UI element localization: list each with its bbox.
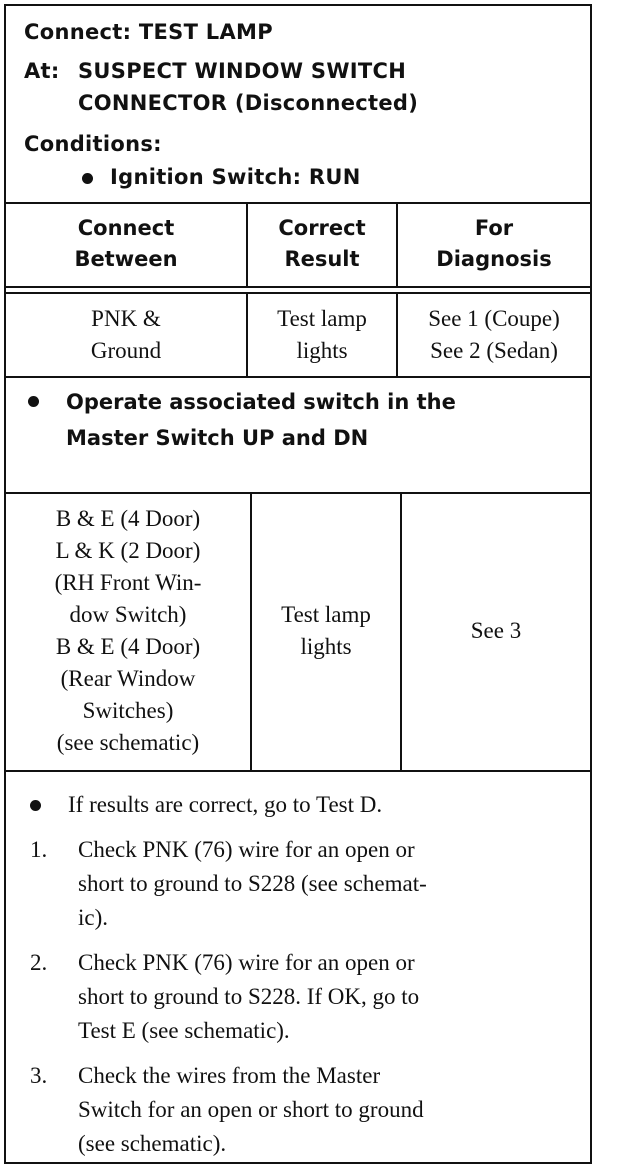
row2-connect-line4: dow Switch) [69,602,187,627]
row2-connect-line2: L & K (2 Door) [55,538,201,563]
row2-connect-line8: (see schematic) [56,730,200,755]
header-result-line1: Correct [278,216,366,240]
note-1-line2: short to ground to S228 (see schemat- [78,871,427,896]
row2-result-line1: Test lamp [281,602,371,627]
connect-label: Connect: TEST LAMP [24,20,273,44]
row2-connect-line6: (Rear Window [60,666,196,691]
header-diagnosis-line1: For [474,216,514,240]
header-diagnosis-line2: Diagnosis [436,247,552,271]
row1-result [248,294,396,376]
note-1-number: 1. [30,837,48,862]
at-label: At: [24,59,60,83]
at-line-1: SUSPECT WINDOW SWITCH [78,59,407,83]
instruction-bullet-icon [28,396,39,407]
note-3-number: 3. [30,1063,48,1088]
header-correct-result [248,202,396,286]
row1-result-line1: Test lamp [277,306,367,331]
note-3-line1: Check the wires from the Master [78,1063,381,1088]
row1-diagnosis-line2: See 2 (Sedan) [430,338,558,363]
row2-diagnosis [402,492,590,770]
instruction-line2: Master Switch UP and DN [66,426,369,450]
row1-connect [6,294,246,376]
condition-bullet-icon [82,173,93,184]
row2-result-line2: lights [300,634,352,659]
notes-section [6,770,590,1162]
notes-bullet-text: If results are correct, go to Test D. [68,792,383,817]
test-header [6,6,590,204]
at-line-2: CONNECTOR (Disconnected) [78,91,419,115]
note-1-line3: ic). [78,905,109,930]
row1-connect-line2: Ground [90,338,162,363]
row2-connect-line1: B & E (4 Door) [55,506,201,531]
note-2-line3: Test E (see schematic). [78,1018,290,1043]
row2-connect-line3: (RH Front Win- [54,570,202,595]
row2-connect-line5: B & E (4 Door) [55,634,201,659]
note-3-line3: (see schematic). [78,1131,227,1156]
row2-diagnosis-line1: See 3 [470,618,522,643]
row2-connect-line7: Switches) [82,698,174,723]
table-row [6,492,590,772]
header-connect-line2: Between [74,247,178,271]
row2-result [252,492,400,770]
row1-result-line2: lights [296,338,348,363]
header-connect-line1: Connect [77,216,175,240]
row1-connect-line1: PNK & [91,306,161,331]
header-for-diagnosis [398,202,590,286]
instruction-line1: Operate associated switch in the [66,390,456,414]
row1-diagnosis [398,294,590,376]
instruction-band [6,376,590,494]
note-2-line2: short to ground to S228. If OK, go to [78,984,420,1009]
diagnostic-test-card [4,4,592,1164]
table-header-row [6,202,590,288]
row1-diagnosis-line1: See 1 (Coupe) [428,306,560,331]
row2-connect [6,492,250,770]
condition-ignition: Ignition Switch: RUN [110,165,361,189]
header-result-line2: Result [284,247,360,271]
note-3-line2: Switch for an open or short to ground [78,1097,424,1122]
table-row [6,294,590,378]
conditions-label: Conditions: [24,132,162,156]
note-2-number: 2. [30,950,48,975]
note-1-line1: Check PNK (76) wire for an open or [78,837,415,862]
note-2-line1: Check PNK (76) wire for an open or [78,950,415,975]
header-connect-between [6,202,246,286]
notes-bullet-icon [30,800,41,811]
instruction-text [66,384,456,456]
